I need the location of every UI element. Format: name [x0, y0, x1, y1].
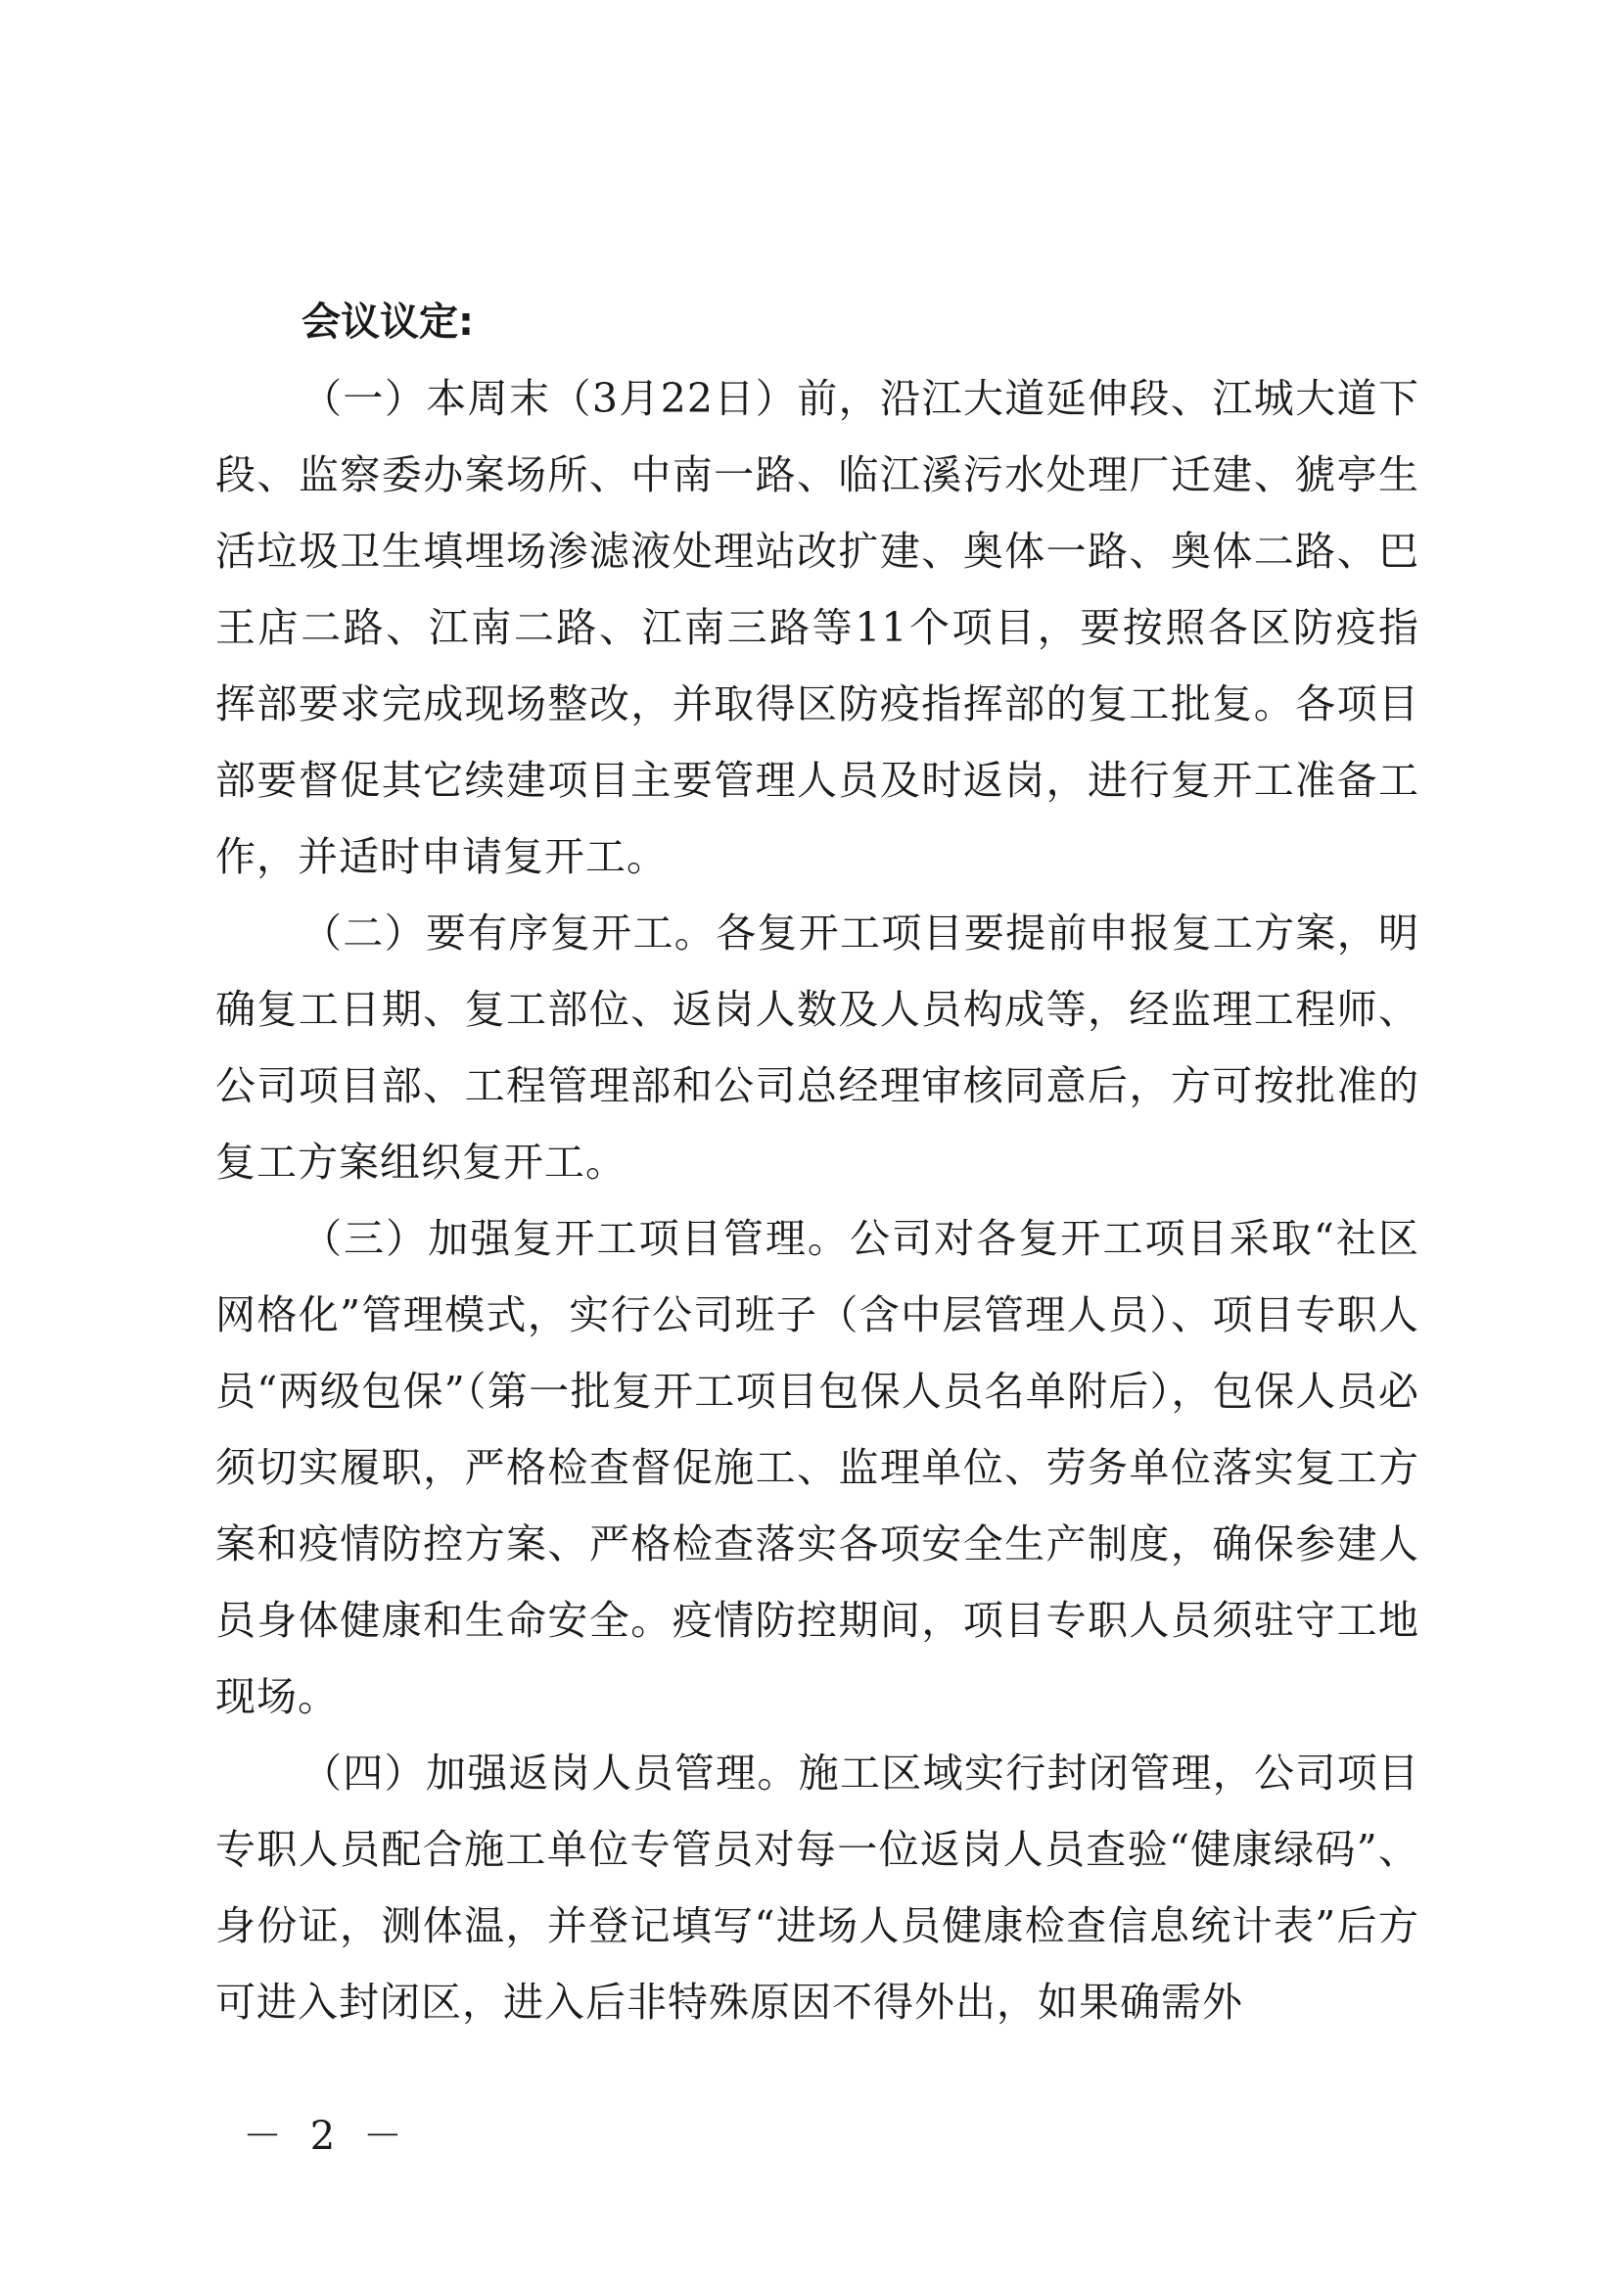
page-number: － 2 －: [243, 2114, 410, 2159]
section-heading: 会议议定:: [302, 300, 474, 345]
paragraph-4: （四）加强返岗人员管理。施工区域实行封闭管理，公司项目专职人员配合施工单位专管员对每一位返岗人员查验“健康绿码”、身份证，测体温，并登记填写“进场人员健康检查信息统计表”后方可进入封闭区，进入后非特殊原因不得外出，如果确需外: [215, 1750, 1419, 2026]
document-body: [215, 284, 1419, 2040]
paragraph-3: （三）加强复开工项目管理。公司对各复开工项目采取“社区网格化”管理模式，实行公司班子（含中层管理人员）、项目专职人员“两级包保”（第一批复开工项目包保人员名单附后），包保人员必须切实履职，严格检查督促施工、监理单位、劳务单位落实复工方案和疫情防控方案、严格检查落实各项安全生产制度，确保参建人员身体健康和生命安全。疫情防控期间，项目专职人员须驻守工地现场。: [215, 1215, 1419, 1720]
paragraph-1: （一）本周末（3月22日）前，沿江大道延伸段、江城大道下段、监察委办案场所、中南一路、临江溪污水处理厂迁建、猇亭生活垃圾卫生填埋场渗滤液处理站改扩建、奥体一路、奥体二路、巴王店二路、江南二路、江南三路等11个项目，要按照各区防疫指挥部要求完成现场整改，并取得区防疫指挥部的复工批复。各项目部要督促其它续建项目主要管理人员及时返岗，进行复开工准备工作，并适时申请复开工。: [215, 375, 1419, 880]
paragraph-2: （二）要有序复开工。各复开工项目要提前申报复工方案，明确复工日期、复工部位、返岗人数及人员构成等，经监理工程师、公司项目部、工程管理部和公司总经理审核同意后，方可按批准的复工方案组织复开工。: [215, 910, 1419, 1186]
